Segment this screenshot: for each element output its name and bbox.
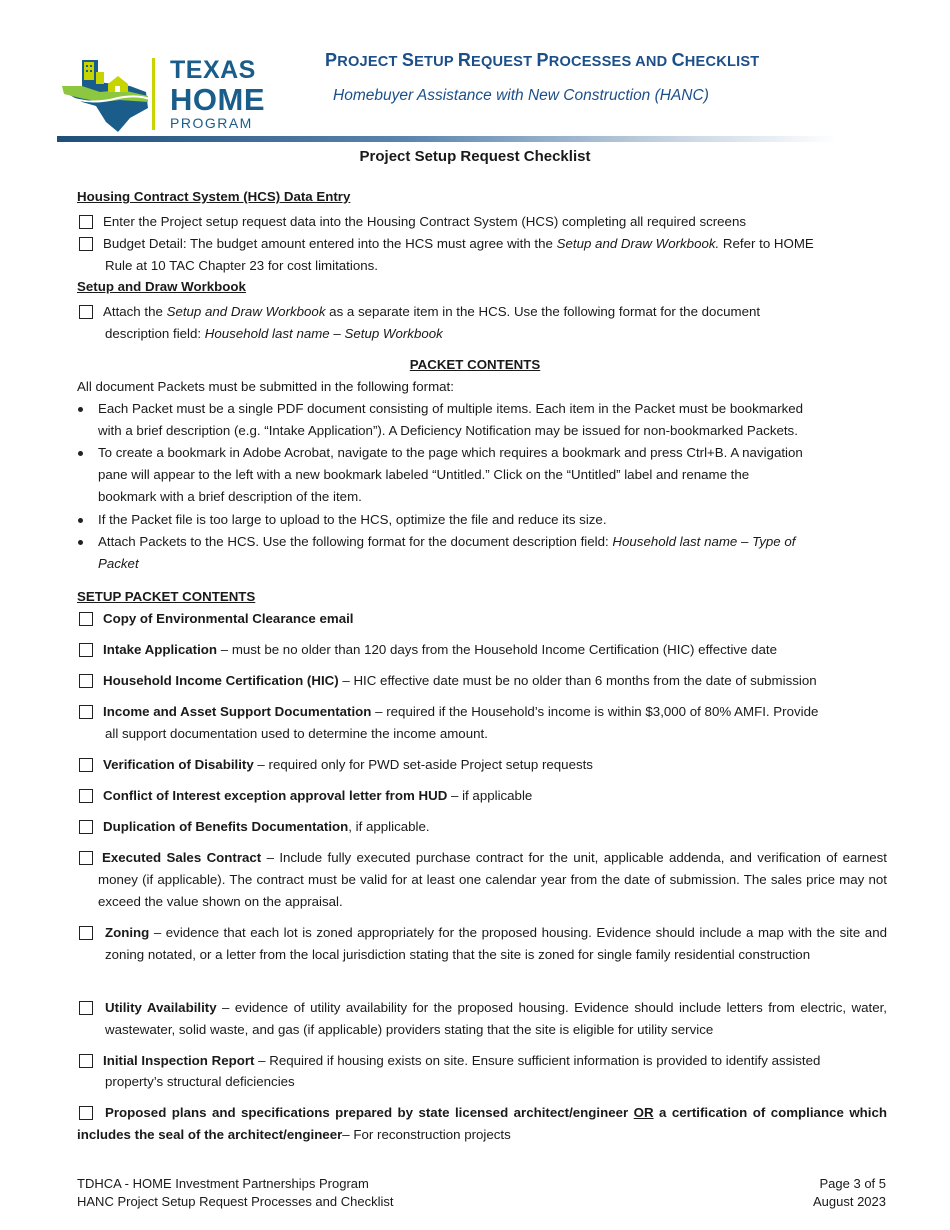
setup-item-sales-contract: Executed Sales Contract – Include fully executed purchase contract for the unit, applicable addenda, and verification of earnest money (if applicable). The contract must be valid for at least one calendar year from the date of submission. The sales price may not exceed the value shown on the appraisal. [98, 850, 887, 909]
setup-item-intake: Intake Application – must be no older than 120 days from the Household Income Certification (HIC) effective date [103, 642, 778, 657]
packet-heading: PACKET CONTENTS [409, 357, 541, 372]
bullet [78, 540, 83, 545]
texas-map-icon [60, 56, 160, 134]
bullet [78, 407, 83, 412]
logo-divider [152, 58, 155, 130]
header-divider [57, 136, 837, 142]
checkbox-env-clearance[interactable] [79, 612, 93, 626]
setup-item-disability: Verification of Disability – required only for PWD set-aside Project setup requests [103, 757, 593, 772]
packet-bullet-2-line3: bookmark with a brief description of the item. [98, 489, 362, 504]
packet-bullet-4-line2: Packet [98, 556, 139, 571]
packet-bullet-1-line1: Each Packet must be a single PDF document consisting of multiple items. Each item in the Packet must be bookmarked [98, 401, 804, 416]
packet-bullet-2-line1: To create a bookmark in Adobe Acrobat, navigate to the page which requires a bookmark and press Ctrl+B. A navigation [98, 445, 803, 460]
setup-item-hic: Household Income Certification (HIC) – HIC effective date must be no older than 6 months from the date of submission [103, 673, 817, 688]
checkbox-hic[interactable] [79, 674, 93, 688]
checkbox-zoning[interactable] [79, 926, 93, 940]
workbook-heading: Setup and Draw Workbook [77, 279, 246, 294]
workbook-line-2: description field: Household last name – Setup Workbook [105, 326, 443, 341]
logo-texas: TEXAS [170, 56, 256, 84]
checkbox-utility[interactable] [79, 1001, 93, 1015]
bullet [78, 518, 83, 523]
checkbox-income-asset[interactable] [79, 705, 93, 719]
header-subtitle: Homebuyer Assistance with New Construction (HANC) [333, 87, 709, 104]
setup-item-zoning: Zoning – evidence that each lot is zoned appropriately for the proposed housing. Evidence should include a map with the site and zoning notated, or a letter from the local jurisdiction stating that the site is zoned for single family residential construction [105, 925, 887, 962]
checkbox-inspection[interactable] [79, 1054, 93, 1068]
checkbox-conflict-of-interest[interactable] [79, 789, 93, 803]
hcs-heading: Housing Contract System (HCS) Data Entry [77, 189, 351, 204]
setup-item-utility: Utility Availability – evidence of utility availability for the proposed housing. Evidence should include letters from electric, water, wastewater, solid waste, and gas (if applicable) providers stating that the site is eligible for utility service [105, 1000, 887, 1037]
bullet [78, 451, 83, 456]
checkbox-workbook[interactable] [79, 305, 93, 319]
packet-bullet-2-line2: pane will appear to the left with a new bookmark labeled “Untitled.” Click on the “Untitled” label and rename the [98, 467, 750, 482]
logo-program: PROGRAM [170, 115, 253, 131]
packet-intro: All document Packets must be submitted in the following format: [77, 379, 454, 394]
hcs-item-1: Enter the Project setup request data into the Housing Contract System (HCS) completing all required screens [103, 214, 746, 229]
packet-bullet-1-line2: with a brief description (e.g. “Intake Application”). A Deficiency Notification may be issued for non-bookmarked Packets. [98, 423, 798, 438]
checkbox-hcs-entry[interactable] [79, 215, 93, 229]
footer-page-number: Page 3 of 5 [819, 1176, 886, 1191]
hcs-item-2: Budget Detail: The budget amount entered into the HCS must agree with the Setup and Draw Workbook. Refer to HOME [103, 236, 814, 251]
checkbox-sales-contract[interactable] [79, 851, 93, 865]
setup-item-duplication: Duplication of Benefits Documentation, if applicable. [103, 819, 430, 834]
hcs-item-2-line2: Rule at 10 TAC Chapter 23 for cost limitations. [105, 258, 378, 273]
logo-home: HOME [170, 82, 265, 117]
setup-item-inspection: Initial Inspection Report – Required if housing exists on site. Ensure sufficient information is provided to identify assisted [103, 1053, 821, 1068]
texas-home-program-logo [60, 56, 265, 134]
setup-item-plans-specs: Proposed plans and specifications prepared by state licensed architect/engineer OR a certification of compliance which includes the seal of the architect/engineer– For reconstruction projects [77, 1105, 887, 1142]
setup-item-inspection-line2: property’s structural deficiencies [105, 1074, 295, 1089]
setup-heading: SETUP PACKET CONTENTS [77, 589, 256, 604]
setup-item-income-asset-line2: all support documentation used to determine the income amount. [105, 726, 488, 741]
checkbox-budget-detail[interactable] [79, 237, 93, 251]
footer-left-1: TDHCA - HOME Investment Partnerships Program [77, 1176, 369, 1191]
packet-bullet-3: If the Packet file is too large to upload to the HCS, optimize the file and reduce its size. [98, 512, 607, 527]
setup-item-conflict: Conflict of Interest exception approval letter from HUD – if applicable [103, 788, 533, 803]
packet-bullet-4-line1: Attach Packets to the HCS. Use the following format for the document description field: Household last name – Type of [98, 534, 796, 549]
workbook-line-1: Attach the Setup and Draw Workbook as a separate item in the HCS. Use the following format for the document [103, 304, 761, 319]
checkbox-disability[interactable] [79, 758, 93, 772]
footer-left-2: HANC Project Setup Request Processes and Checklist [77, 1194, 394, 1209]
setup-item-income-asset: Income and Asset Support Documentation – required if the Household’s income is within $3,000 of 80% AMFI. Provide [103, 704, 819, 719]
header-title: PROJECT SETUP REQUEST PROCESSES AND CHECKLIST [325, 50, 760, 70]
footer-date: August 2023 [812, 1194, 886, 1209]
checkbox-duplication-benefits[interactable] [79, 820, 93, 834]
setup-item-env-clearance: Copy of Environmental Clearance email [103, 611, 354, 626]
checkbox-intake-application[interactable] [79, 643, 93, 657]
doc-title: Project Setup Request Checklist [359, 148, 591, 165]
